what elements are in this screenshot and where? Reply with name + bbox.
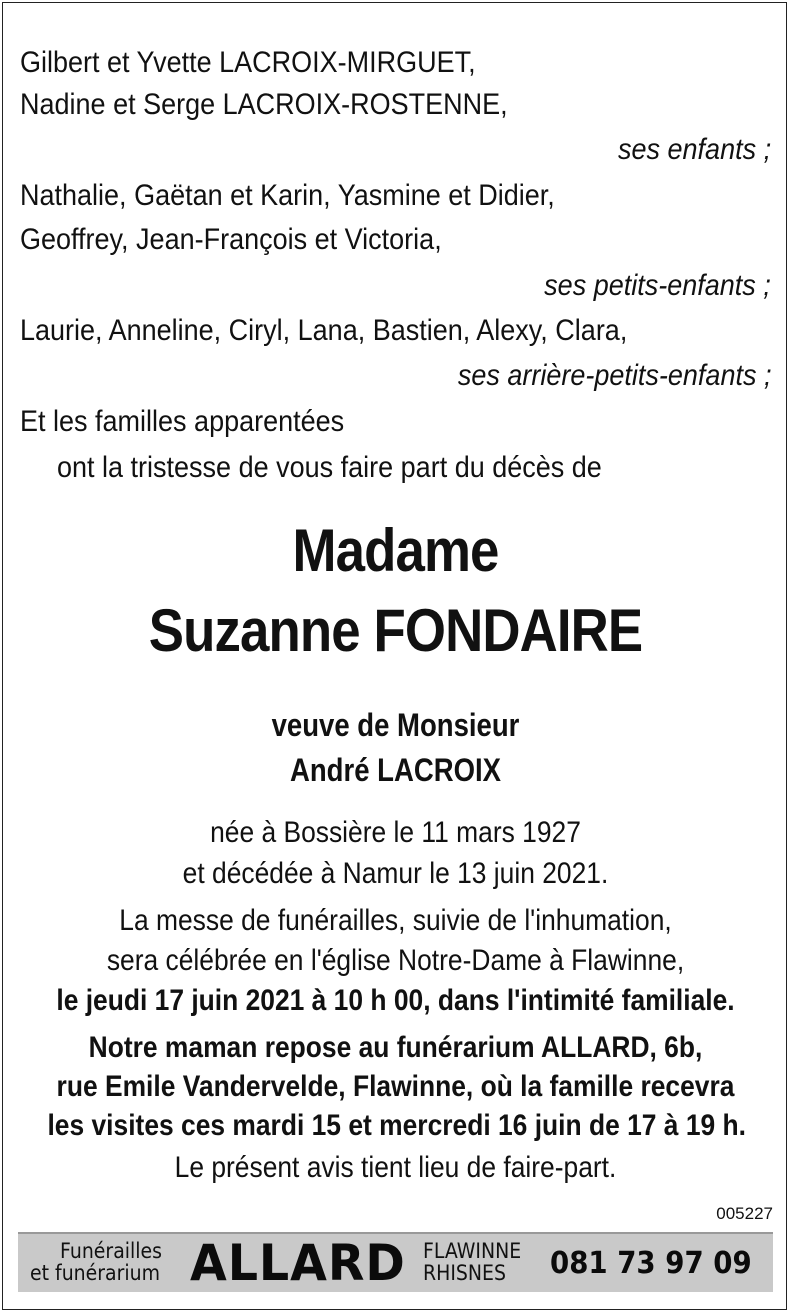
deceased-name: Suzanne FONDAIRE: [148, 597, 643, 664]
visitation-line-2: rue Emile Vandervelde, Flawinne, où la famille recevra: [56, 1070, 735, 1103]
family-line-5: Laurie, Anneline, Ciryl, Lana, Bastien, Alexy, Clara,: [20, 314, 628, 347]
role-children: ses enfants ;: [617, 133, 771, 166]
death-line: et décédée à Namur le 13 juin 2021.: [182, 857, 609, 890]
footer-place-1: FLAWINNE: [423, 1239, 522, 1263]
reference-number: 005227: [716, 1204, 773, 1223]
deceased-title: Madame: [292, 517, 499, 584]
ceremony-line-3: le jeudi 17 juin 2021 à 10 h 00, dans l'intimité familiale.: [56, 984, 735, 1017]
footer-phone: 081 73 97 09: [550, 1246, 752, 1281]
family-line-6: Et les familles apparentées: [20, 405, 345, 438]
widow-line-2: André LACROIX: [290, 752, 501, 788]
visitation-line-3: les visites ces mardi 15 et mercredi 16 juin de 17 à 19 h.: [47, 1109, 746, 1142]
family-line-3: Nathalie, Gaëtan et Karin, Yasmine et Didier,: [20, 179, 555, 212]
ceremony-line-2: sera célébrée en l'église Notre-Dame à Flawinne,: [106, 944, 685, 977]
funeral-home-banner: [18, 1232, 773, 1292]
footer-place-2: RHISNES: [423, 1261, 506, 1285]
footer-tagline-1: Funérailles: [60, 1239, 163, 1263]
notice-line: Le présent avis tient lieu de faire-part.: [174, 1151, 617, 1184]
role-great-grandchildren: ses arrière-petits-enfants ;: [457, 359, 771, 392]
widow-line-1: veuve de Monsieur: [271, 707, 520, 743]
visitation-line-1: Notre maman repose au funérarium ALLARD, 6b,: [88, 1031, 703, 1064]
footer-brand: ALLARD: [190, 1234, 406, 1292]
role-grandchildren: ses petits-enfants ;: [544, 269, 771, 302]
ceremony-line-1: La messe de funérailles, suivie de l'inhumation,: [119, 904, 672, 937]
footer-tagline-2: et funérarium: [30, 1261, 161, 1285]
announcement: ont la tristesse de vous faire part du décès de: [57, 451, 602, 484]
birth-line: née à Bossière le 11 mars 1927: [210, 816, 581, 849]
family-line-1: Gilbert et Yvette LACROIX-MIRGUET,: [20, 46, 476, 79]
family-line-2: Nadine et Serge LACROIX-ROSTENNE,: [20, 88, 508, 121]
family-line-4: Geoffrey, Jean-François et Victoria,: [20, 223, 442, 256]
